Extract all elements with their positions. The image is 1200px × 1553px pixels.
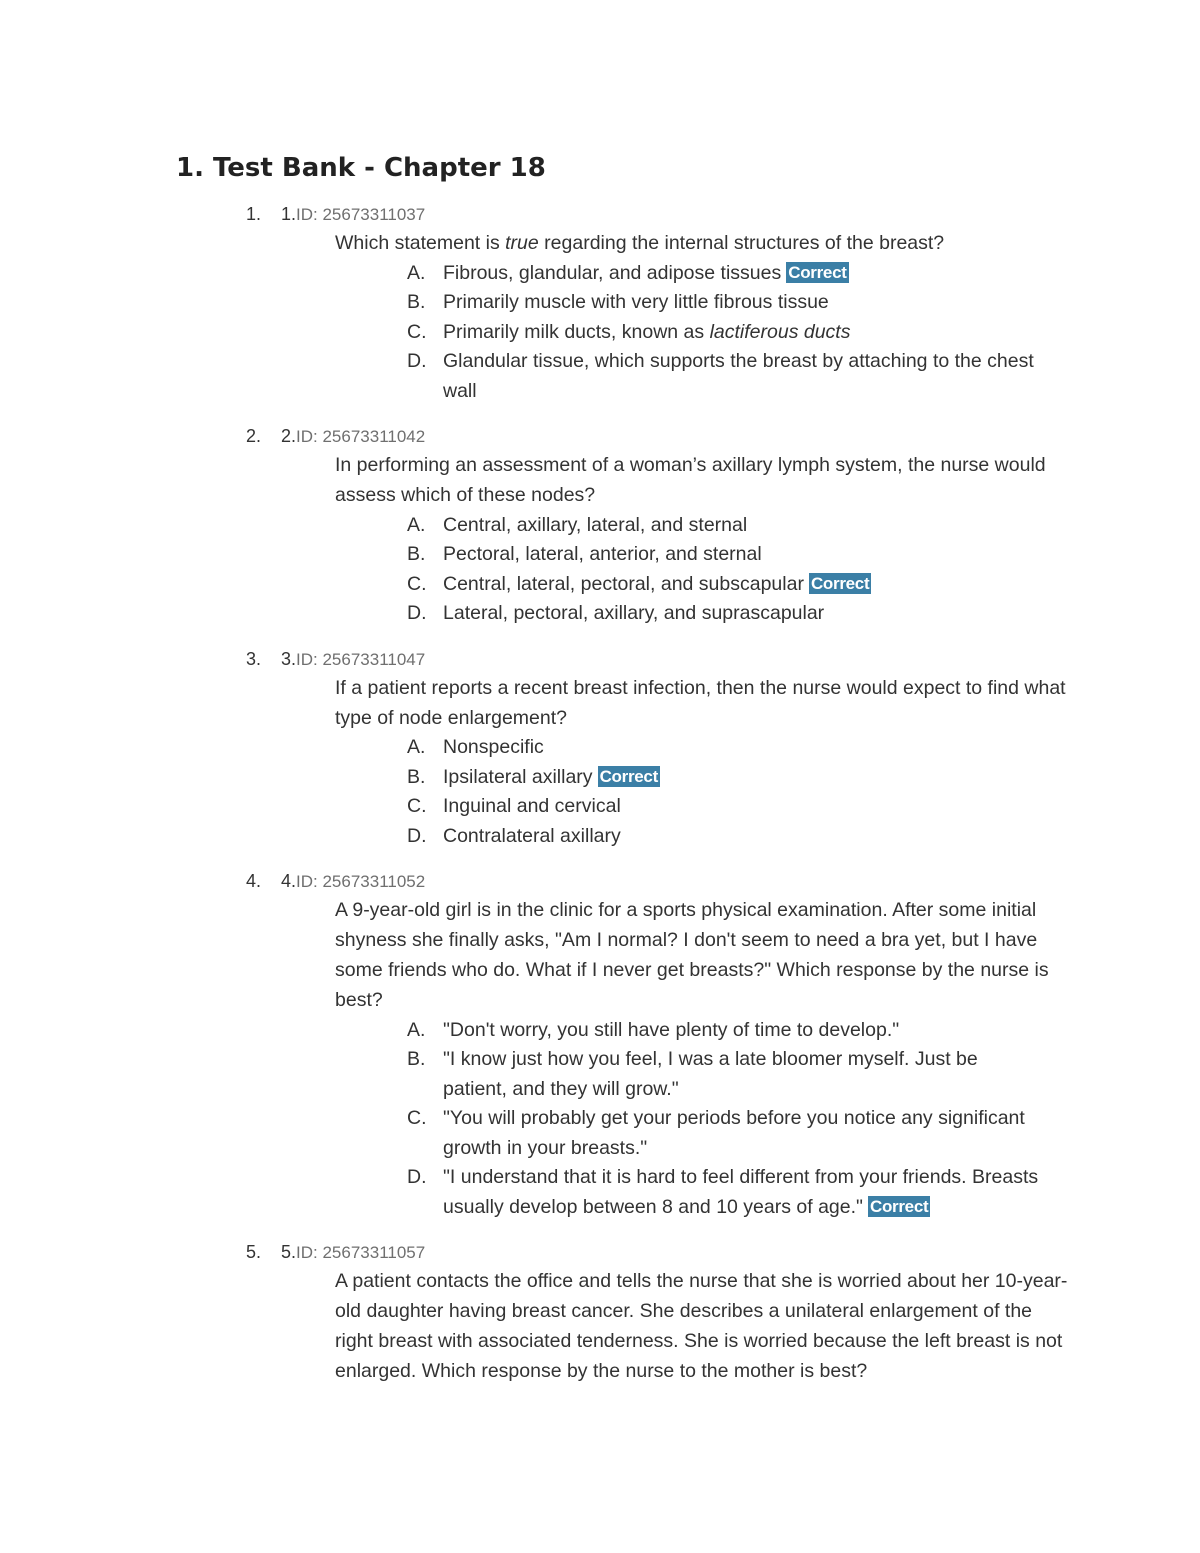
answer-options <box>0 733 1200 851</box>
correct-badge: Correct <box>869 1196 929 1216</box>
answer-option <box>407 763 1043 793</box>
correct-badge: Correct <box>810 573 870 593</box>
option-letter: B. <box>407 543 426 566</box>
question-text <box>335 896 1070 1015</box>
question-sub-number: 5. <box>281 1242 297 1263</box>
page-title: 1. Test Bank - Chapter 18 <box>176 153 546 183</box>
question-id: ID: 25673311057 <box>296 1243 426 1263</box>
question-header <box>0 422 1200 451</box>
answer-options <box>0 259 1200 407</box>
option-text-part: Contralateral axillary <box>443 824 621 847</box>
option-text <box>443 1019 899 1041</box>
answer-option <box>407 1016 1043 1046</box>
answer-option <box>407 288 1043 318</box>
answer-option <box>407 540 1043 570</box>
option-text <box>443 825 621 847</box>
answer-option <box>407 1045 1043 1104</box>
question-text <box>335 674 1070 734</box>
question-list <box>0 200 1200 1402</box>
option-text-part: Central, axillary, lateral, and sternal <box>443 513 748 536</box>
option-letter: D. <box>407 350 427 373</box>
question-text-part: If a patient reports a recent breast infection, then the nurse would expect to find what type of node enlargement? <box>335 676 1066 729</box>
question-id-line <box>281 422 425 451</box>
answer-options <box>0 1016 1200 1223</box>
question-id: ID: 25673311047 <box>296 649 426 669</box>
option-text <box>443 602 824 624</box>
option-text-part: Primarily muscle with very little fibrous tissue <box>443 291 829 314</box>
question-number: 1. <box>246 204 262 224</box>
question-text <box>335 451 1070 511</box>
option-text <box>443 795 621 817</box>
correct-badge: Correct <box>788 262 847 282</box>
question-sub-number: 3. <box>281 648 297 669</box>
question-item <box>0 422 1200 629</box>
option-text <box>443 514 747 536</box>
question-header <box>0 1238 1200 1267</box>
option-text <box>443 573 804 595</box>
option-text <box>443 321 850 343</box>
question-header <box>0 200 1200 229</box>
answer-option <box>407 792 1043 822</box>
option-text-part: Nonspecific <box>443 736 544 759</box>
option-letter: A. <box>407 1018 426 1041</box>
question-id-line <box>281 200 425 229</box>
question-sub-number: 4. <box>281 871 297 892</box>
question-item <box>0 867 1200 1222</box>
question-sub-number: 1. <box>281 204 297 224</box>
option-text <box>443 1166 1038 1218</box>
option-text-part: "You will probably get your periods before you notice any significant growth in your breasts." <box>443 1107 1025 1159</box>
question-text-part: In performing an assessment of a woman’s axillary lymph system, the nurse would assess which of these nodes? <box>335 454 1046 507</box>
question-text <box>335 1267 1070 1386</box>
answer-option <box>407 1104 1043 1163</box>
option-letter: B. <box>407 765 426 788</box>
option-letter: A. <box>407 261 426 284</box>
option-letter: B. <box>407 291 426 314</box>
option-letter: D. <box>407 1166 427 1189</box>
question-id: ID: 25673311052 <box>296 872 426 892</box>
question-id: ID: 25673311042 <box>296 427 426 447</box>
option-letter: B. <box>407 1048 426 1071</box>
option-letter: C. <box>407 320 427 343</box>
option-letter: C. <box>407 795 427 818</box>
option-text-part: lactiferous ducts <box>709 320 851 343</box>
option-text <box>443 736 544 758</box>
question-number: 5. <box>246 1242 262 1263</box>
option-letter: C. <box>407 572 427 595</box>
option-text-part: Fibrous, glandular, and adipose tissues <box>443 261 782 284</box>
option-text <box>443 1048 978 1100</box>
question-text-part: regarding the internal structures of the breast? <box>538 232 945 254</box>
option-text-part: Pectoral, lateral, anterior, and sternal <box>443 543 762 566</box>
option-text <box>443 291 829 313</box>
answer-option <box>407 599 1043 629</box>
question-item <box>0 1238 1200 1386</box>
question-number: 3. <box>246 648 262 669</box>
option-text <box>443 1107 1025 1159</box>
question-number: 2. <box>246 426 262 447</box>
option-text <box>443 766 593 788</box>
question-text-part: A patient contacts the office and tells the nurse that she is worried about her 10-year-old daughter having breast cancer. She describes a unilateral enlargement of the right breast with associated tenderness. She is worried because the left breast is not enlarged. Which response by the nurse to the mother is best? <box>335 1270 1068 1382</box>
answer-option <box>407 733 1043 763</box>
option-text-part: Primarily milk ducts, known as <box>443 320 710 343</box>
question-text-part: Which statement is <box>335 232 506 254</box>
question-id-line <box>281 867 425 896</box>
question-header <box>0 867 1200 896</box>
option-text-part: Glandular tissue, which supports the breast by attaching to the chest wall <box>443 350 1034 402</box>
option-text-part: "I understand that it is hard to feel different from your friends. Breasts usually develop between 8 and 10 years of age." <box>443 1166 1039 1218</box>
question-id-line <box>281 1238 425 1267</box>
question-item <box>0 200 1200 406</box>
option-text-part: "I know just how you feel, I was a late bloomer myself. Just be patient, and they will grow." <box>443 1048 978 1100</box>
option-text <box>443 350 1034 402</box>
question-text-part: A 9-year-old girl is in the clinic for a sports physical examination. After some initial shyness she finally asks, "Am I normal? I don't seem to need a bra yet, but I have some friends who do. What if I never get breasts?" Which response by the nurse is best? <box>335 899 1049 1011</box>
answer-options <box>0 511 1200 629</box>
answer-option <box>407 570 1043 600</box>
question-number: 4. <box>246 871 262 892</box>
option-text-part: Inguinal and cervical <box>443 795 621 818</box>
option-text <box>443 543 762 565</box>
option-letter: A. <box>407 736 426 759</box>
option-letter: C. <box>407 1107 427 1130</box>
option-text <box>443 262 781 284</box>
option-text-part: Central, lateral, pectoral, and subscapular <box>443 572 804 595</box>
question-item <box>0 645 1200 852</box>
option-text-part: Lateral, pectoral, axillary, and suprascapular <box>443 602 825 625</box>
answer-option <box>407 1163 1043 1222</box>
option-letter: D. <box>407 824 427 847</box>
question-id: ID: 25673311037 <box>296 205 426 224</box>
question-sub-number: 2. <box>281 426 297 447</box>
option-text-part: "Don't worry, you still have plenty of time to develop." <box>443 1018 900 1041</box>
answer-option <box>407 511 1043 541</box>
option-letter: D. <box>407 602 427 625</box>
answer-option <box>407 822 1043 852</box>
question-text-part: true <box>505 232 539 254</box>
question-id-line <box>281 645 425 674</box>
option-text-part: Ipsilateral axillary <box>443 765 593 788</box>
correct-badge: Correct <box>599 766 658 786</box>
answer-option <box>407 259 1043 289</box>
option-letter: A. <box>407 513 426 536</box>
answer-option <box>407 347 1043 406</box>
question-text <box>335 229 1070 259</box>
answer-option <box>407 318 1043 348</box>
question-header <box>0 645 1200 674</box>
